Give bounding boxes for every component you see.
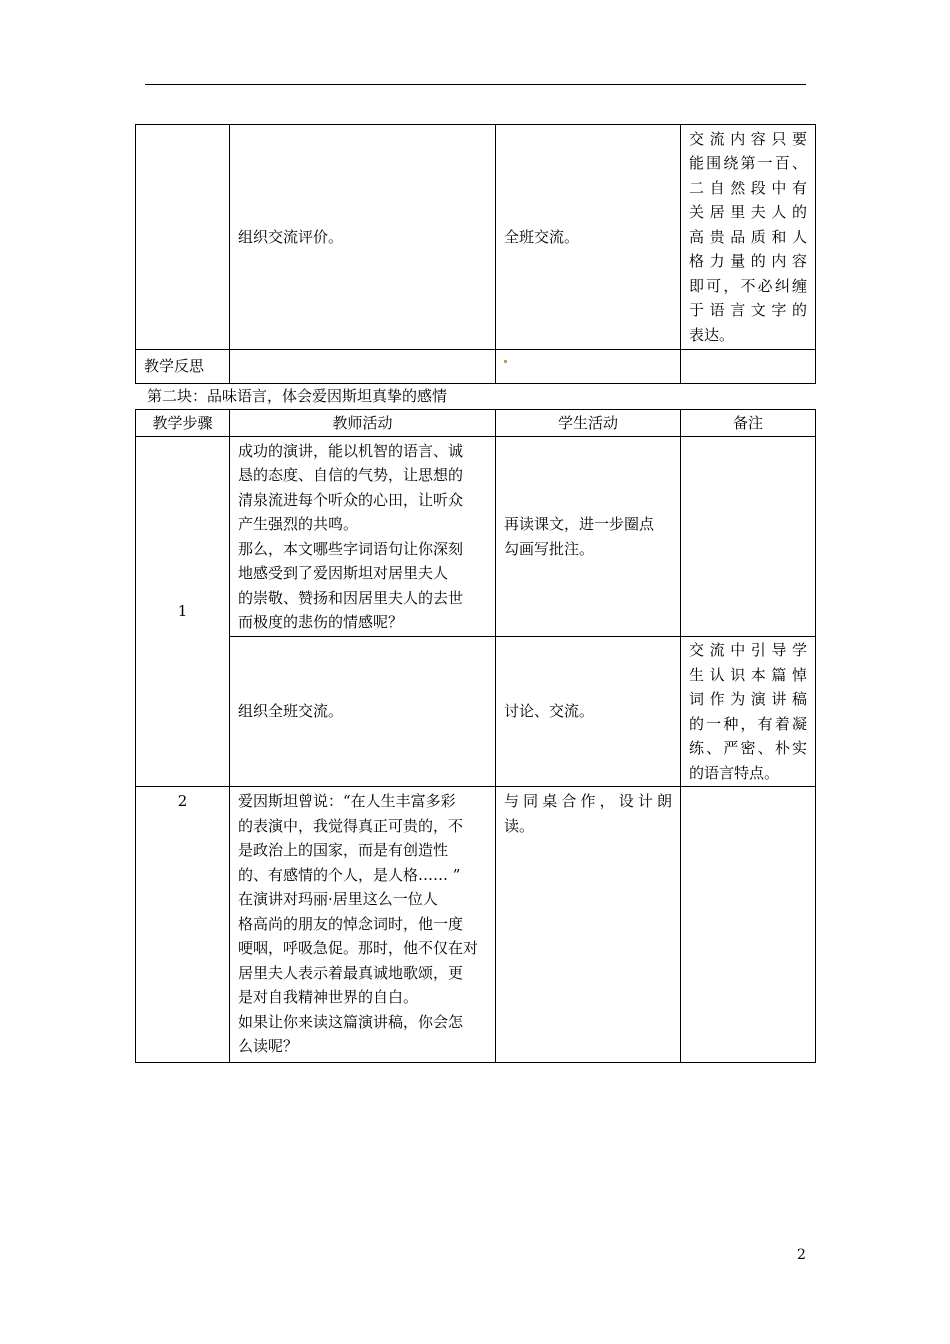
text-line: 是政治上的国家，而是有创造性: [238, 841, 449, 859]
stray-mark: [504, 360, 507, 363]
reflection-label: 教学反思: [136, 350, 230, 384]
note-line: 的一种，有着凝: [689, 714, 807, 733]
note-line: 高贵品质和人: [689, 227, 807, 246]
note-line: 关居里夫人的: [689, 203, 807, 222]
header-step: 教学步骤: [136, 410, 230, 437]
text-line: 的、有感情的个人，是人格…… ”: [238, 865, 461, 884]
note-line: 交流内容只要: [689, 129, 807, 148]
table-row: [136, 637, 816, 787]
reflection-student-cell: [496, 350, 681, 384]
table-row: [136, 437, 816, 637]
text-line: 成功的演讲，能以机智的语言、诚: [238, 441, 464, 460]
note-line: 于语言文字的: [689, 301, 807, 320]
table-row: [136, 350, 816, 384]
note-line: 练、严密、朴实: [689, 739, 807, 757]
text-line: 的表演中，我觉得真正可贵的，不: [238, 816, 464, 835]
section-title: 第二块：品味语言，体会爱因斯坦真挚的感情: [147, 387, 448, 405]
header-student: 学生活动: [496, 410, 681, 437]
student-activity-cell: 讨论、交流。: [496, 637, 681, 787]
student-activity-cell: 全班交流。: [496, 125, 681, 350]
text-line: 清泉流进每个听众的心田，让听众: [238, 490, 464, 509]
header-note: 备注: [681, 410, 816, 437]
teacher-activity-cell: [230, 787, 496, 1063]
reflection-teacher-cell: [230, 350, 496, 384]
text-line: 居里夫人表示着最真诚地歌颂，更: [238, 963, 464, 982]
header-teacher: 教师活动: [230, 410, 496, 437]
lesson-table-part2: [135, 409, 816, 1063]
note-line: 生认识本篇悼: [689, 665, 807, 684]
text-line: 地感受到了爱因斯坦对居里夫人: [238, 564, 449, 582]
note-cell: [681, 787, 816, 1063]
text-line: 如果让你来读这篇演讲稿，你会怎: [238, 1012, 464, 1031]
step-number-1: 1: [136, 437, 230, 787]
text-line: 勾画写批注。: [504, 539, 595, 558]
lesson-table-part1: [135, 124, 816, 384]
student-activity-cell: [496, 787, 681, 1063]
table-row: [136, 125, 816, 350]
text-line: 读。: [504, 816, 535, 835]
note-line: 交流中引导学: [689, 641, 807, 659]
step-cell: [136, 125, 230, 350]
table-header-row: [136, 410, 816, 437]
text-line: 在演讲对玛丽·居里这么一位人: [238, 890, 438, 908]
note-line: 词作为演讲稿: [689, 690, 807, 708]
table-row: [136, 787, 816, 1063]
teacher-activity-cell: 组织全班交流。: [230, 637, 496, 787]
student-activity-cell: [496, 437, 681, 637]
text-line: 么读呢？: [238, 1037, 299, 1055]
text-line: 哽咽，呼吸急促。那时，他不仅在对: [238, 939, 479, 957]
note-line: 能围绕第一百、: [689, 154, 807, 173]
reflection-note-cell: [681, 350, 816, 384]
note-line: 格力量的内容: [689, 252, 807, 271]
note-cell: [681, 637, 816, 787]
teacher-activity-cell: 组织交流评价。: [230, 125, 496, 350]
text-line: 再读课文，进一步圈点: [504, 515, 655, 533]
header-rule: [145, 84, 806, 85]
note-cell: [681, 125, 816, 350]
note-line: 二自然段中有: [689, 178, 807, 197]
note-line: 即可，不必纠缠: [689, 276, 807, 295]
text-line: 恳的态度、自信的气势，让思想的: [238, 466, 464, 484]
text-line: 格高尚的朋友的悼念词时，他一度: [238, 914, 464, 933]
note-line: 表达。: [689, 325, 735, 344]
text-line: 与同桌合作，设计朗: [504, 792, 672, 810]
page-number: 2: [797, 1247, 806, 1263]
text-line: 爱因斯坦曾说：“在人生丰富多彩: [238, 792, 456, 810]
text-line: 是对自我精神世界的自白。: [238, 988, 419, 1006]
step-number-2: 2: [136, 787, 230, 1063]
text-line: 产生强烈的共鸣。: [238, 515, 359, 533]
text-line: 而极度的悲伤的情感呢？: [238, 613, 404, 631]
note-cell: [681, 437, 816, 637]
text-line: 的崇敬、赞扬和因居里夫人的去世: [238, 588, 464, 607]
note-line: 的语言特点。: [689, 763, 780, 782]
teacher-activity-cell: [230, 437, 496, 637]
text-line: 那么，本文哪些字词语句让你深刻: [238, 539, 464, 558]
